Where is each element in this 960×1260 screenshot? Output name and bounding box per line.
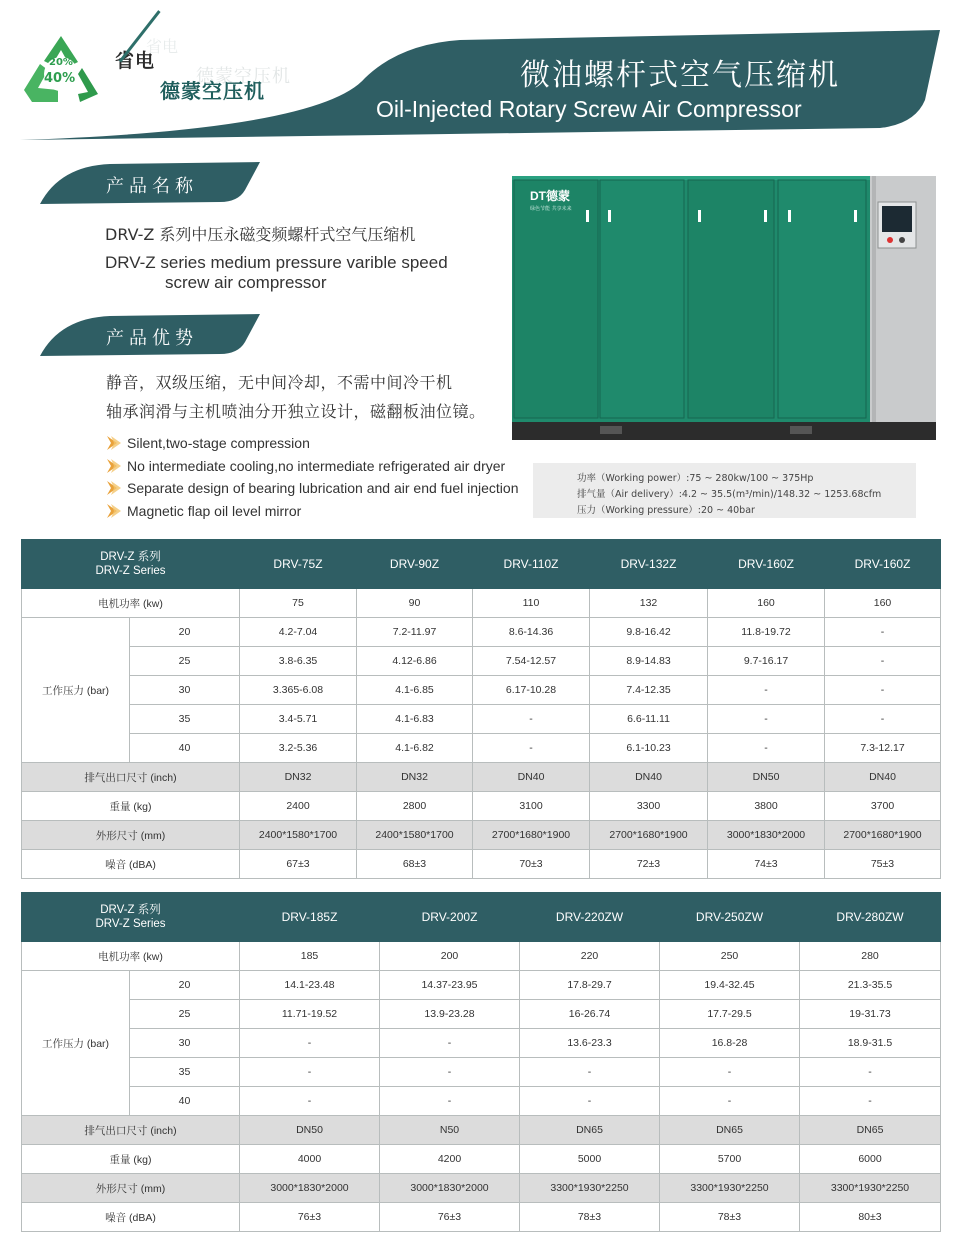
table-cell: 2700*1680*1900 [590, 821, 708, 850]
series-header-cell [22, 893, 240, 942]
row-label: 工作压力 (bar) [22, 971, 130, 1116]
table-cell: - [473, 705, 590, 734]
table-row-noise [22, 850, 941, 879]
table-cell: 160 [825, 589, 941, 618]
table-cell: 2400 [240, 792, 357, 821]
logo-watermark-save: 省电 [146, 37, 179, 56]
model-header: DRV-185Z [240, 893, 380, 942]
row-label: 外形尺寸 (mm) [22, 821, 240, 850]
table-cell: 5700 [660, 1145, 800, 1174]
table-cell: DN65 [660, 1116, 800, 1145]
table-cell: - [708, 676, 825, 705]
table-cell: 9.7-16.17 [708, 647, 825, 676]
pressure-value: 30 [130, 676, 240, 705]
table-row-pressure-20 [22, 971, 941, 1000]
table-cell: 17.7-29.5 [660, 1000, 800, 1029]
table-cell: 8.9-14.83 [590, 647, 708, 676]
table-cell: 250 [660, 942, 800, 971]
table-cell: 3.8-6.35 [240, 647, 357, 676]
table-cell: N50 [380, 1116, 520, 1145]
table-cell: 185 [240, 942, 380, 971]
table-row-pressure-40 [22, 734, 941, 763]
row-label: 排气出口尺寸 (inch) [22, 763, 240, 792]
row-label: 外形尺寸 (mm) [22, 1174, 240, 1203]
table-cell: 3.4-5.71 [240, 705, 357, 734]
model-header: DRV-220ZW [520, 893, 660, 942]
table-cell: 2800 [357, 792, 473, 821]
row-label: 重量 (kg) [22, 792, 240, 821]
model-header: DRV-90Z [357, 540, 473, 589]
recycle-logo-icon [20, 32, 102, 108]
table-cell: - [800, 1058, 941, 1087]
table-cell: 75±3 [825, 850, 941, 879]
row-label: 噪音 (dBA) [22, 1203, 240, 1232]
section-label-product-name: 产品名称 [106, 176, 198, 197]
logo-brand-text: 德蒙空压机 [160, 79, 265, 103]
chevron-right-icon [104, 479, 122, 497]
table-cell: 78±3 [520, 1203, 660, 1232]
table-cell: 19-31.73 [800, 1000, 941, 1029]
table-cell: 4.12-6.86 [357, 647, 473, 676]
table-cell: 78±3 [660, 1203, 800, 1232]
table-cell: 13.6-23.3 [520, 1029, 660, 1058]
table-cell: 2400*1580*1700 [240, 821, 357, 850]
table-cell: 4.1-6.85 [357, 676, 473, 705]
table-cell: 18.9-31.5 [800, 1029, 941, 1058]
row-label: 工作压力 (bar) [22, 618, 130, 763]
table-header-row [22, 540, 941, 589]
pressure-value: 35 [130, 705, 240, 734]
table-cell: - [825, 705, 941, 734]
row-label: 排气出口尺寸 (inch) [22, 1116, 240, 1145]
pressure-value: 20 [130, 971, 240, 1000]
table-cell: 6.6-11.11 [590, 705, 708, 734]
model-header: DRV-160Z [708, 540, 825, 589]
table-cell: 21.3-35.5 [800, 971, 941, 1000]
table-cell: DN65 [520, 1116, 660, 1145]
table-cell: 132 [590, 589, 708, 618]
table-cell: - [825, 676, 941, 705]
row-label: 噪音 (dBA) [22, 850, 240, 879]
table-cell: 3300*1930*2250 [800, 1174, 941, 1203]
table-cell: 280 [800, 942, 941, 971]
table-row-pressure-25 [22, 1000, 941, 1029]
bullet-text: Silent,two-stage compression [127, 435, 310, 452]
list-item [104, 432, 519, 455]
table-row-pressure-35 [22, 1058, 941, 1087]
table-cell: 4000 [240, 1145, 380, 1174]
table-cell: 7.4-12.35 [590, 676, 708, 705]
table-cell: - [660, 1058, 800, 1087]
table-cell: 7.2-11.97 [357, 618, 473, 647]
series-en: DRV-Z Series [95, 565, 166, 577]
pressure-value: 40 [130, 1087, 240, 1116]
pressure-value: 40 [130, 734, 240, 763]
product-name-en-line2: screw air compressor [165, 273, 327, 292]
saving-percent-small: 20% [49, 57, 73, 68]
table-row-dimensions [22, 1174, 941, 1203]
table-cell: 6.1-10.23 [590, 734, 708, 763]
table-cell: 200 [380, 942, 520, 971]
list-item [104, 455, 519, 478]
pressure-value: 35 [130, 1058, 240, 1087]
table-cell: DN65 [800, 1116, 941, 1145]
advantages-bullet-list [104, 432, 519, 522]
table-cell: 3100 [473, 792, 590, 821]
logo-save-text: 省电 [115, 50, 156, 72]
section-label-advantages: 产品优势 [106, 328, 198, 349]
bullet-text: Separate design of bearing lubrication and air end fuel injection [127, 480, 519, 497]
row-label: 重量 (kg) [22, 1145, 240, 1174]
model-header: DRV-200Z [380, 893, 520, 942]
table-cell: 17.8-29.7 [520, 971, 660, 1000]
table-cell: 3800 [708, 792, 825, 821]
product-name-en-line1: DRV-Z series medium pressure varible speed [105, 253, 448, 272]
model-header: DRV-132Z [590, 540, 708, 589]
table-cell: 4.1-6.82 [357, 734, 473, 763]
table-row-pressure-35 [22, 705, 941, 734]
table-cell: - [240, 1087, 380, 1116]
table-cell: 70±3 [473, 850, 590, 879]
table-row-power [22, 589, 941, 618]
table-cell: - [708, 705, 825, 734]
pressure-value: 30 [130, 1029, 240, 1058]
table-cell: 3300 [590, 792, 708, 821]
table-cell: 6000 [800, 1145, 941, 1174]
spec-pressure: 压力（Working pressure）:20 ~ 40bar [577, 505, 755, 516]
table-cell: 7.54-12.57 [473, 647, 590, 676]
table-row-pressure-30 [22, 676, 941, 705]
table-cell: - [380, 1029, 520, 1058]
row-label: 电机功率 (kw) [22, 589, 240, 618]
table-row-pressure-20 [22, 618, 941, 647]
table-cell: 3.2-5.36 [240, 734, 357, 763]
table-cell: 67±3 [240, 850, 357, 879]
table-row-outlet [22, 1116, 941, 1145]
table-row-noise [22, 1203, 941, 1232]
table-cell: 2400*1580*1700 [357, 821, 473, 850]
pressure-value: 20 [130, 618, 240, 647]
table-cell: - [520, 1087, 660, 1116]
table-cell: 11.71-19.52 [240, 1000, 380, 1029]
table-cell: 8.6-14.36 [473, 618, 590, 647]
chevron-right-icon [104, 457, 122, 475]
table-cell: DN50 [240, 1116, 380, 1145]
table-cell: 7.3-12.17 [825, 734, 941, 763]
model-header: DRV-110Z [473, 540, 590, 589]
table-row-dimensions [22, 821, 941, 850]
table-cell: - [708, 734, 825, 763]
table-cell: 16.8-28 [660, 1029, 800, 1058]
series-en: DRV-Z Series [95, 918, 166, 930]
table-cell: 3300*1930*2250 [520, 1174, 660, 1203]
table-cell: 90 [357, 589, 473, 618]
series-cn: DRV-Z 系列 [100, 551, 161, 563]
table-cell: - [825, 618, 941, 647]
table-cell: 72±3 [590, 850, 708, 879]
advantages-cn-line2: 轴承润滑与主机喷油分开独立设计，磁翻板油位镜。 [106, 402, 486, 421]
table-cell: - [473, 734, 590, 763]
table-row-pressure-25 [22, 647, 941, 676]
spec-table-1 [21, 539, 941, 879]
table-cell: DN40 [473, 763, 590, 792]
list-item [104, 477, 519, 500]
table-cell: 3000*1830*2000 [708, 821, 825, 850]
table-cell: 5000 [520, 1145, 660, 1174]
table-row-pressure-30 [22, 1029, 941, 1058]
table-cell: 76±3 [240, 1203, 380, 1232]
row-label: 电机功率 (kw) [22, 942, 240, 971]
bullet-text: Magnetic flap oil level mirror [127, 503, 302, 520]
table-cell: - [380, 1058, 520, 1087]
table-cell: 4200 [380, 1145, 520, 1174]
table-cell: DN40 [825, 763, 941, 792]
table-cell: 14.1-23.48 [240, 971, 380, 1000]
table-cell: 3000*1830*2000 [240, 1174, 380, 1203]
table-cell: 74±3 [708, 850, 825, 879]
logo-watermark-brand: 德蒙空压机 [196, 66, 291, 87]
table-cell: 11.8-19.72 [708, 618, 825, 647]
table-cell: 19.4-32.45 [660, 971, 800, 1000]
table-cell: - [800, 1087, 941, 1116]
table-row-weight [22, 1145, 941, 1174]
table-cell: 110 [473, 589, 590, 618]
model-header: DRV-75Z [240, 540, 357, 589]
bullet-text: No intermediate cooling,no intermediate refrigerated air dryer [127, 457, 506, 474]
pressure-value: 25 [130, 1000, 240, 1029]
table-cell: 2700*1680*1900 [825, 821, 941, 850]
model-header: DRV-160Z [825, 540, 941, 589]
table-cell: 3700 [825, 792, 941, 821]
table-cell: 4.2-7.04 [240, 618, 357, 647]
table-cell: - [240, 1029, 380, 1058]
spec-power: 功率（Working power）:75 ~ 280kw/100 ~ 375Hp [577, 473, 814, 484]
table-cell: 9.8-16.42 [590, 618, 708, 647]
table-cell: 80±3 [800, 1203, 941, 1232]
chevron-right-icon [104, 502, 122, 520]
table-cell: 75 [240, 589, 357, 618]
table-cell: - [380, 1087, 520, 1116]
series-header-cell [22, 540, 240, 589]
table-cell: - [825, 647, 941, 676]
table-cell: 3000*1830*2000 [380, 1174, 520, 1203]
chevron-right-icon [104, 434, 122, 452]
table-row-pressure-40 [22, 1087, 941, 1116]
table-cell: 160 [708, 589, 825, 618]
table-cell: 4.1-6.83 [357, 705, 473, 734]
page-title-en: Oil-Injected Rotary Screw Air Compressor [376, 96, 802, 122]
advantages-cn-line1: 静音，双级压缩，无中间冷却，不需中间冷干机 [106, 373, 453, 392]
table-cell: 220 [520, 942, 660, 971]
machine-logo-subtext: 绿色节能 共享未来 [530, 206, 572, 212]
table-cell: 68±3 [357, 850, 473, 879]
series-cn: DRV-Z 系列 [100, 904, 161, 916]
table-cell: 14.37-23.95 [380, 971, 520, 1000]
table-cell: DN40 [590, 763, 708, 792]
table-row-weight [22, 792, 941, 821]
table-cell: 13.9-23.28 [380, 1000, 520, 1029]
table-row-outlet [22, 763, 941, 792]
machine-logo-text: DT德蒙 [530, 189, 570, 203]
compressor-product-image [510, 174, 938, 444]
table-row-power [22, 942, 941, 971]
table-cell: 3300*1930*2250 [660, 1174, 800, 1203]
table-cell: 6.17-10.28 [473, 676, 590, 705]
model-header: DRV-250ZW [660, 893, 800, 942]
list-item [104, 500, 519, 523]
table-cell: DN32 [240, 763, 357, 792]
table-cell: 3.365-6.08 [240, 676, 357, 705]
pressure-value: 25 [130, 647, 240, 676]
table-cell: 16-26.74 [520, 1000, 660, 1029]
page-title-cn: 微油螺杆式空气压缩机 [520, 58, 840, 93]
table-cell: - [240, 1058, 380, 1087]
table-cell: 76±3 [380, 1203, 520, 1232]
saving-percent-big: 40% [44, 71, 76, 86]
table-cell: DN32 [357, 763, 473, 792]
table-cell: 2700*1680*1900 [473, 821, 590, 850]
table-cell: - [660, 1087, 800, 1116]
spec-air-delivery: 排气量（Air delivery）:4.2 ~ 35.5(m³/min)/148.32 ~ 1253.68cfm [577, 489, 882, 500]
spec-table-2 [21, 892, 941, 1232]
spec-summary-box [533, 463, 916, 518]
table-cell: - [520, 1058, 660, 1087]
product-name-cn: DRV-Z 系列中压永磁变频螺杆式空气压缩机 [105, 225, 416, 244]
model-header: DRV-280ZW [800, 893, 941, 942]
table-cell: DN50 [708, 763, 825, 792]
table-header-row [22, 893, 941, 942]
